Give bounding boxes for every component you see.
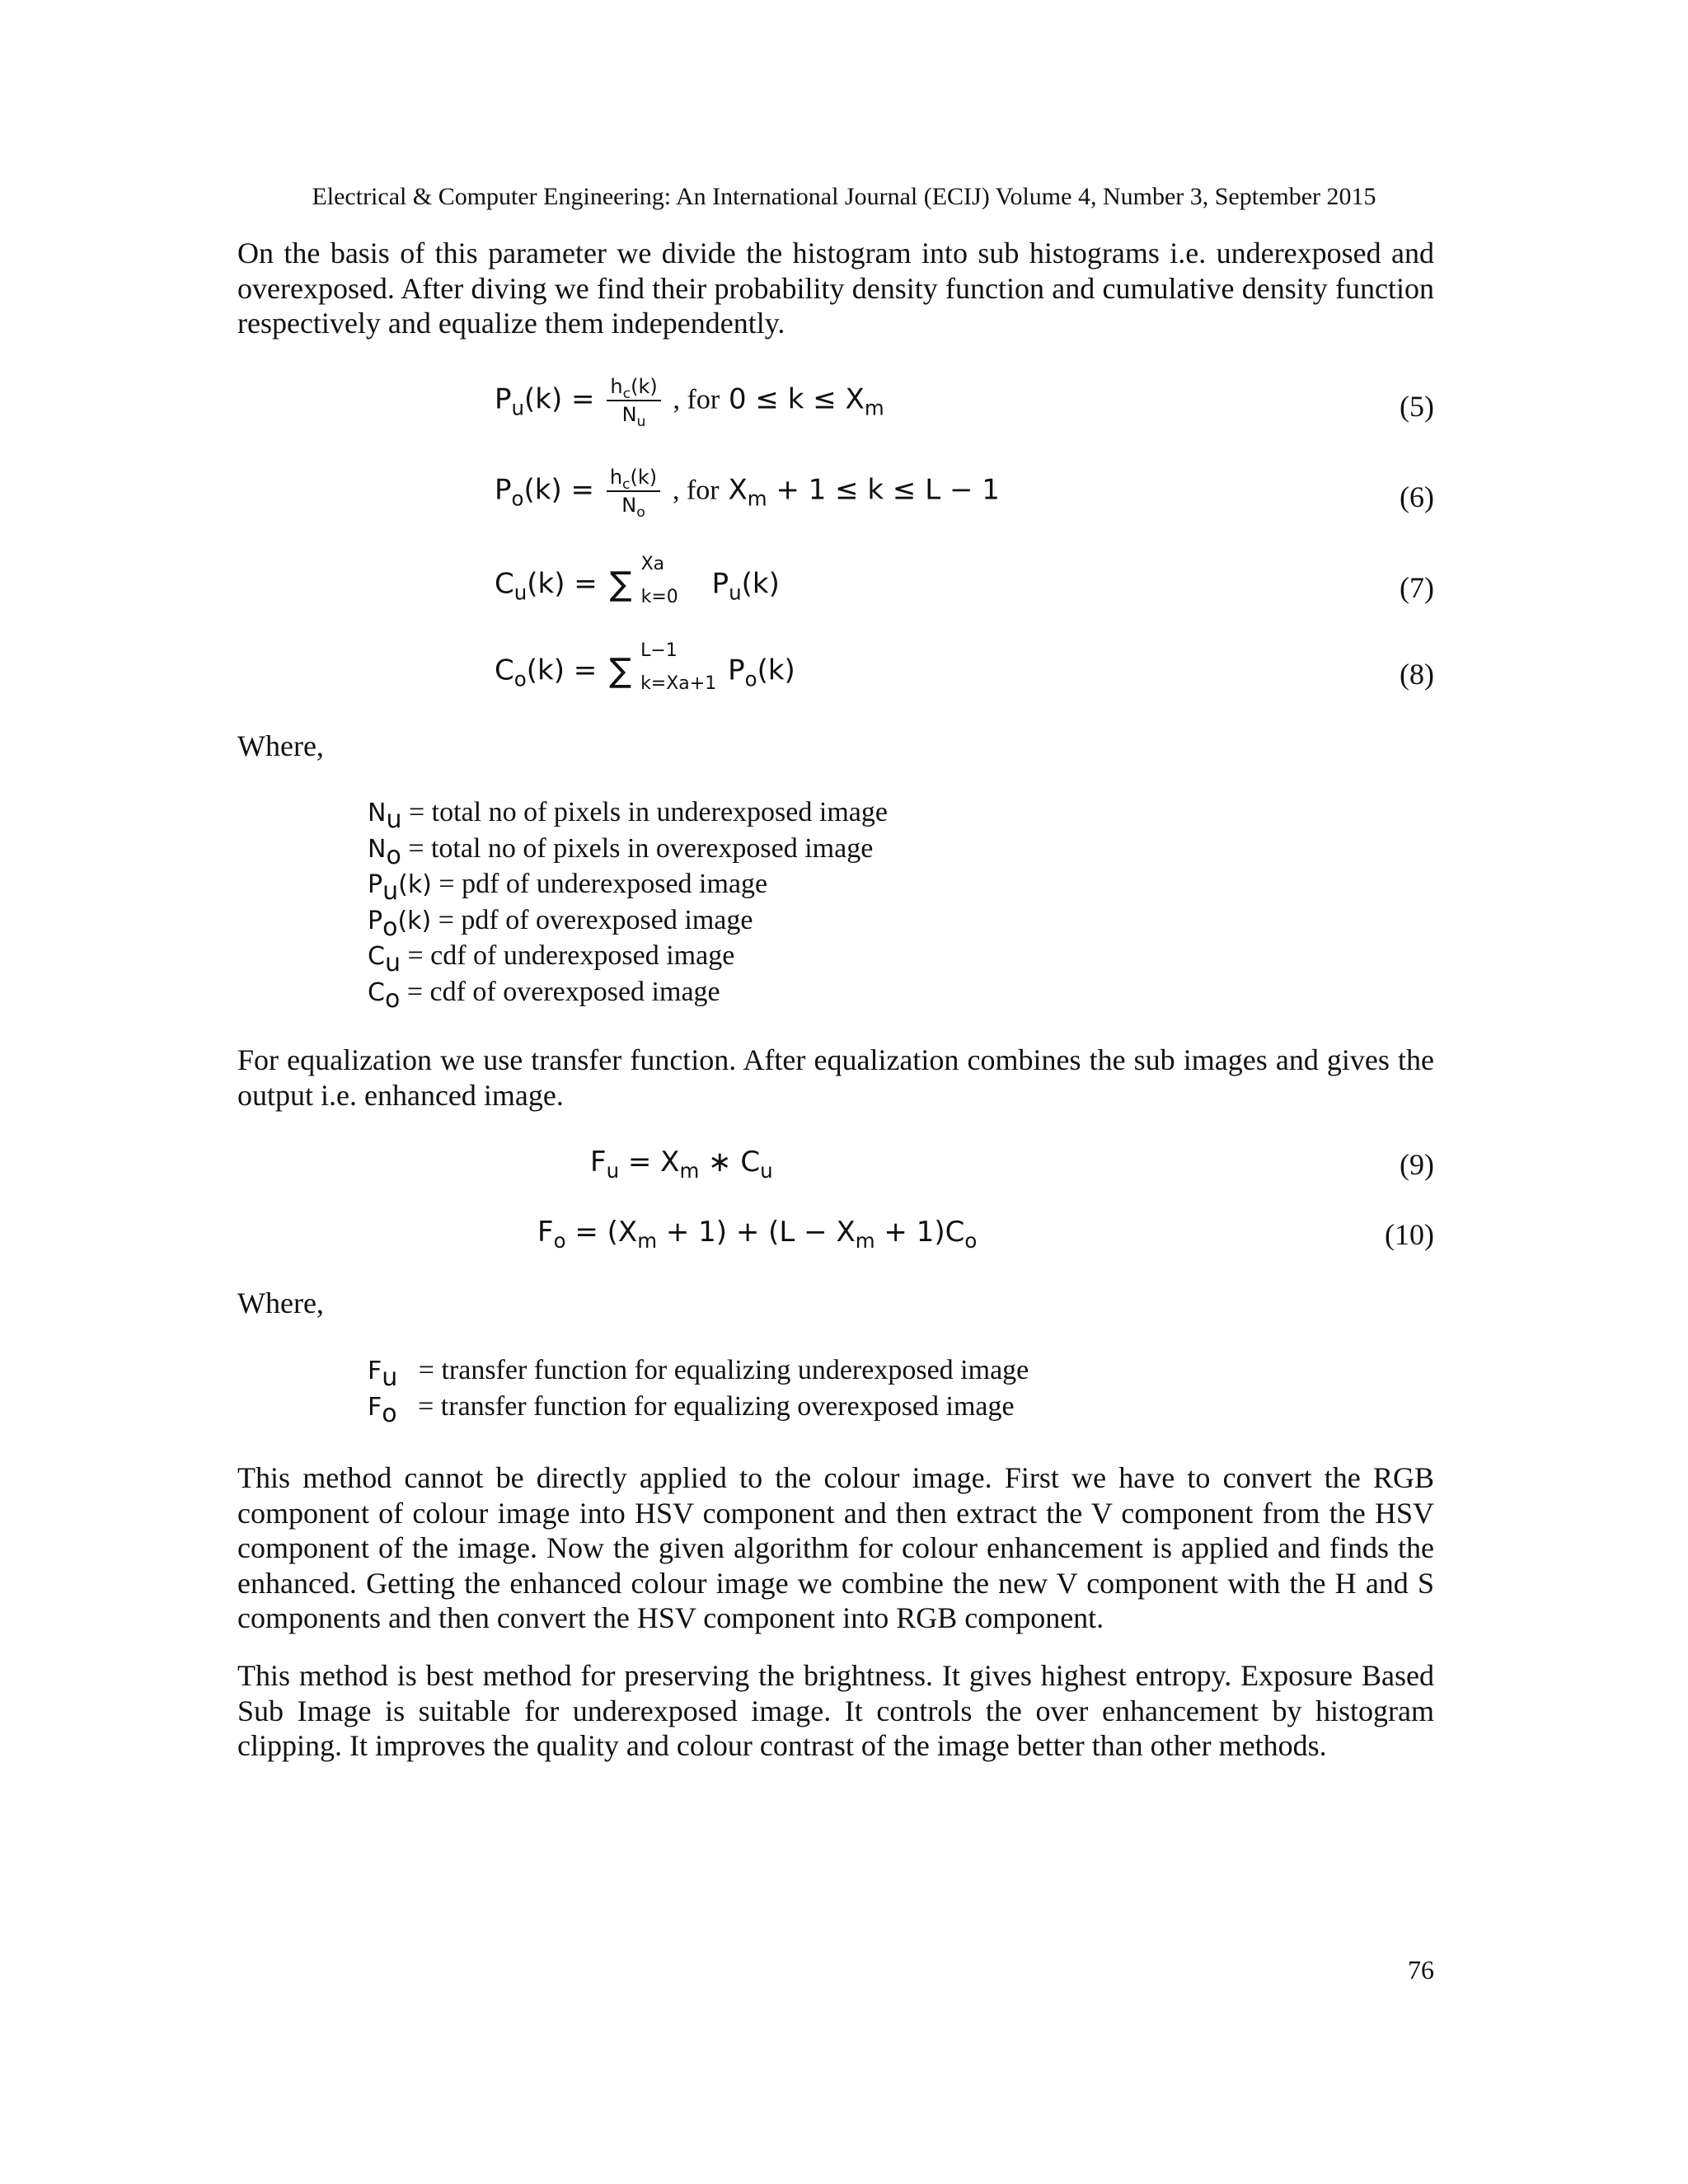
equation-number-8: (8) <box>1400 658 1434 691</box>
paragraph-colour-image: This method cannot be directly applied to the colour image. First we have to convert the RGB component of colour image into HSV component and then extract the V component from the HSV component of the image. Now the given algorithm for colour enhancement is applied and finds the enhanced. Getting the enhanced colour image we combine the new V component with the H and S components and then convert the HSV component into RGB component. <box>237 1461 1434 1634</box>
definition-row: $C_u$ = cdf of underexposed image <box>368 940 735 977</box>
equation-10: $F_o = (X_m + 1) + (L - X_m + 1)C_o$ <box>537 1216 978 1253</box>
definition-row: $N_u$ = total no of pixels in underexposed image <box>368 797 888 834</box>
equation-6: $P_o(k)$ = $\frac{h_c(k)}{N_o}$ , for $X_m + 1 \le k \le L - 1$ <box>495 466 1000 521</box>
definition-row: $N_o$ = total no of pixels in overexposed image <box>368 832 874 870</box>
equation-number-5: (5) <box>1400 390 1434 423</box>
journal-header: Electrical & Computer Engineering: An International Journal (ECIJ) Volume 4, Number 3, September 2015 <box>312 183 1376 210</box>
equation-9: $F_u = X_m$ ∗ $C_u$ <box>590 1146 773 1183</box>
paragraph-intro: On the basis of this parameter we divide the histogram into sub histograms i.e. underexposed and overexposed. After diving we find their probability density function and cumulative density function respectively and equalize them independently. <box>237 237 1434 340</box>
definition-list-1 <box>368 795 888 1014</box>
equation-8: $C_o(k)$ = ∑ L−1 k=Xa+1 $P_o(k)$ <box>495 640 795 694</box>
equation-number-9: (9) <box>1400 1148 1434 1181</box>
definition-row: $F_o$ = transfer function for equalizing overexposed image <box>368 1390 1015 1428</box>
page-number: 76 <box>1408 1955 1434 1985</box>
definition-row: $F_u$ = transfer function for equalizing underexposed image <box>368 1355 1029 1392</box>
definition-row: $P_u(k)$ = pdf of underexposed image <box>368 869 768 906</box>
paragraph-conclusion: This method is best method for preserving the brightness. It gives highest entropy. Exposure Based Sub Image is suitable for underexposed image. It controls the over enhancement by histogram clipping. It improves the quality and colour contrast of the image better than other methods. <box>237 1659 1434 1762</box>
definition-list-2 <box>368 1353 1029 1428</box>
where-label-1: Where, <box>237 729 324 762</box>
equation-number-6: (6) <box>1400 480 1434 513</box>
definition-row: $C_o$ = cdf of overexposed image <box>368 976 720 1014</box>
equation-5: $P_u(k)$ = $\frac{h_c(k)}{N_u}$ , for $0 \le k \le X_m$ <box>495 375 884 430</box>
equation-number-7: (7) <box>1400 571 1434 604</box>
where-label-2: Where, <box>237 1286 324 1319</box>
paragraph-equalization: For equalization we use transfer function. After equalization combines the sub images and gives the output i.e. enhanced image. <box>237 1043 1434 1112</box>
equation-7: $C_u(k)$ = ∑ Xa k=0 $P_u(k)$ <box>495 554 780 607</box>
equation-number-10: (10) <box>1385 1218 1434 1251</box>
definition-row: $P_o(k)$ = pdf of overexposed image <box>368 904 753 942</box>
